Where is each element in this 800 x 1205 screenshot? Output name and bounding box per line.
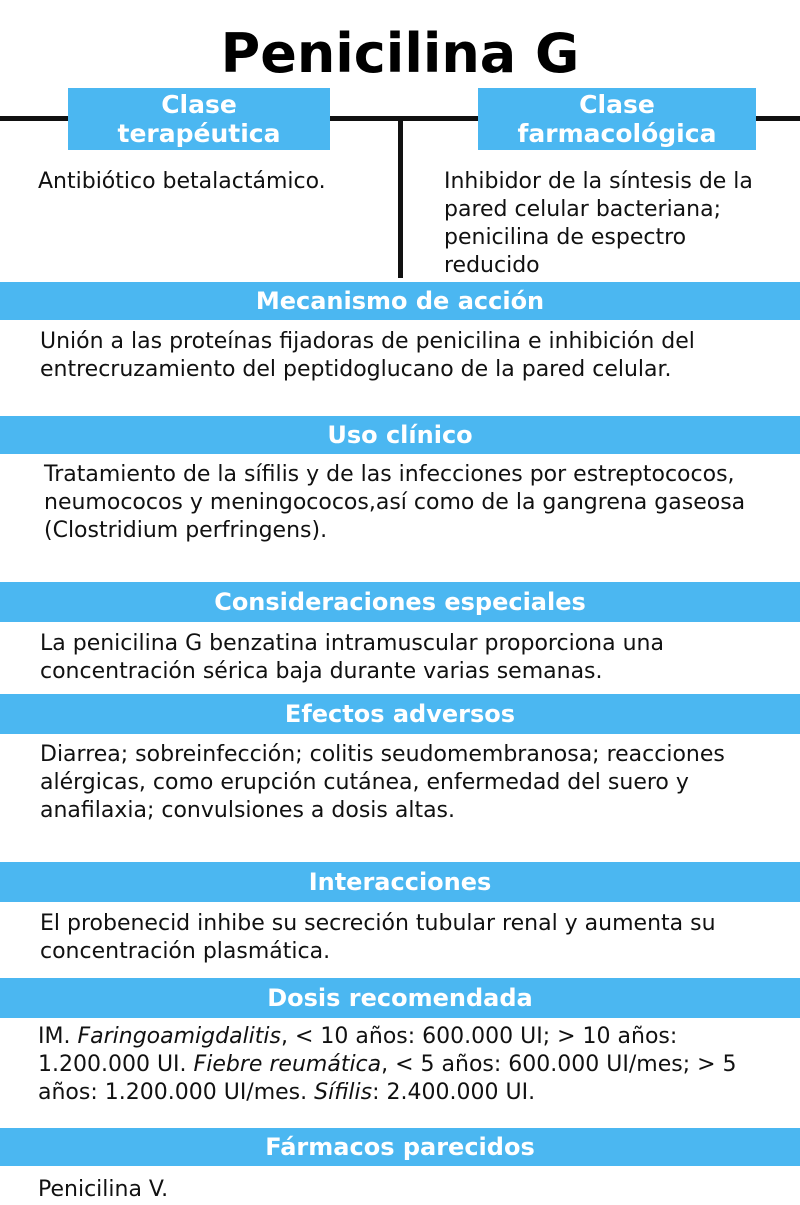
mechanism-text: Unión a las proteínas fijadoras de penicilina e inhibición del entrecruzamiento del peptidoglucano de la pared celular. <box>40 329 695 382</box>
special-considerations-heading: Consideraciones especiales <box>0 582 800 622</box>
pharmacologic-class-label-text: Clase farmacológica <box>517 90 717 148</box>
similar-drugs-heading: Fármacos parecidos <box>0 1128 800 1166</box>
clinical-use-text: Tratamiento de la sífilis y de las infecciones por estreptococos, neumococos y meningococos,así como de la gangrena gaseosa (Clostridium perfringens). <box>44 462 746 543</box>
interactions-heading: Interacciones <box>0 862 800 902</box>
adverse-effects-heading: Efectos adversos <box>0 694 800 734</box>
therapeutic-class-label <box>68 88 330 150</box>
interactions-text: El probenecid inhibe su secreción tubular renal y aumenta su concentración plasmática. <box>40 911 716 964</box>
dosage-indication-syphilis: Sífilis <box>314 1080 373 1105</box>
dosage-indication-rheumatic-fever: Fiebre reumática <box>193 1052 382 1077</box>
adverse-effects-text: Diarrea; sobreinfección; colitis seudomembranosa; reacciones alérgicas, como erupción cutánea, enfermedad del suero y anafilaxia; convulsiones a dosis altas. <box>40 742 725 823</box>
dosage-indication-pharyngitis: Faringoamigdalitis <box>77 1024 281 1049</box>
dosage-route: IM. <box>38 1024 78 1049</box>
pharmacologic-class-text: Inhibidor de la síntesis de la pared celular bacteriana; penicilina de espectro reducido <box>444 169 753 278</box>
dosage-text <box>38 1023 783 1107</box>
mechanism-heading: Mecanismo de acción <box>0 282 800 320</box>
dosage-heading: Dosis recomendada <box>0 978 800 1018</box>
column-divider <box>398 118 403 278</box>
dosage-pharyngitis-values: , < 10 años: 600.000 UI; > 10 años: 1.200.000 UI. <box>38 1024 678 1077</box>
similar-drugs-text: Penicilina V. <box>38 1177 169 1202</box>
dosage-syphilis-value: : 2.400.000 UI. <box>372 1080 536 1105</box>
page-title: Penicilina G <box>220 22 580 85</box>
clinical-use-heading: Uso clínico <box>0 416 800 454</box>
special-considerations-text: La penicilina G benzatina intramuscular proporciona una concentración sérica baja durante varias semanas. <box>40 631 664 684</box>
dosage-rheumatic-fever-values: , < 5 años: 600.000 UI/mes; > 5 años: 1.200.000 UI/mes. <box>38 1052 737 1105</box>
pharmacologic-class-label <box>478 88 756 150</box>
therapeutic-class-text: Antibiótico betalactámico. <box>38 169 326 194</box>
therapeutic-class-label-text: Clase terapéutica <box>117 90 281 148</box>
